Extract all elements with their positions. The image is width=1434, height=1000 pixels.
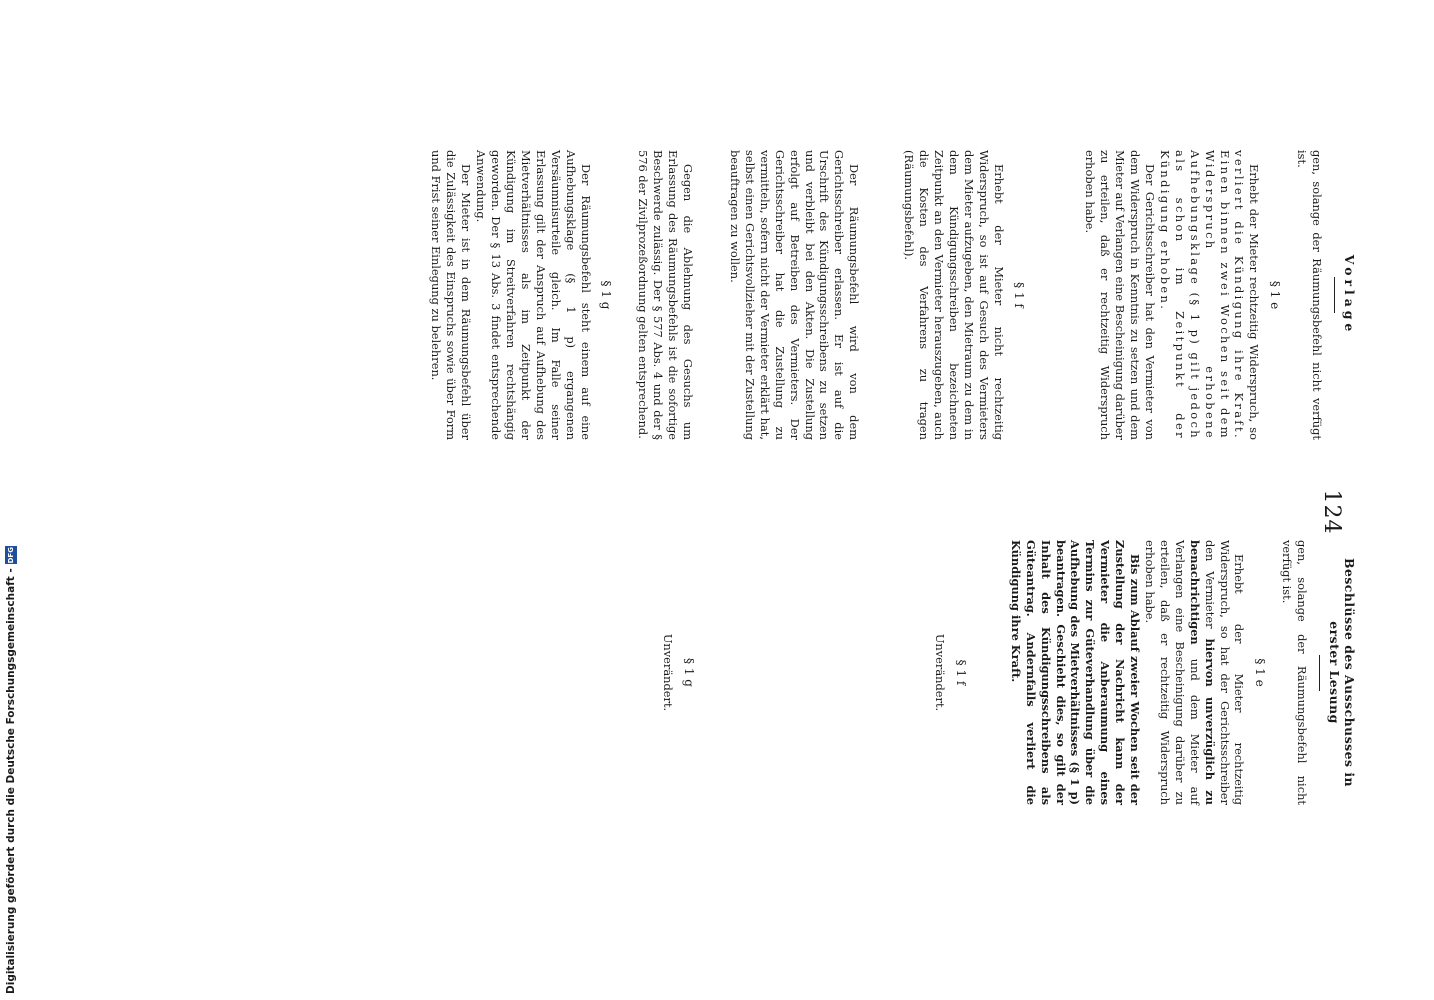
paragraph-1e-1 [1142,540,1246,805]
column-vorlage [429,150,1356,440]
paragraph-1f-3: Gegen die Ablehnung des Gesuchs um Erlassung des Räumungsbefehls ist die sofortige Beschwerde zulässig. Der § 577 Abs. 4 und der § 576 der Zivilprozeßordnung gelten entsprechend. [636,150,696,440]
column-title-vorlage: Vorlage [1342,254,1357,336]
title-rule [1319,655,1320,691]
unchanged-note-1g: Unverändert. [661,633,676,712]
intro-text: gen, solange der Räumungsbefehl nicht verfügt ist. [1280,540,1310,805]
paragraph-1e-2-amended: Bis zum Ablauf zweier Wochen seit der Zustellung der Nachricht kann der Vermieter die Anberaumung eines Termins zur Güteverhandlung über die Aufhebung des Mietverhältnisses (§ 1 p) beantragen. Geschieht dies, so gilt der Inhalt des Kündigungsschreibens als Güteantrag. Andernfalls verliert die Kündigung ihre Kraft. [1008,540,1143,805]
spacer [1039,150,1083,440]
spacer [695,150,727,440]
paragraph-1e-1-amended: hiervon unverzüglich zu benachrichtigen [1187,540,1217,805]
paragraph-1g-1: Der Räumungsbefehl steht einem auf eine Aufhebungsklage (§ 1 p) ergangenen Versäumnisurteile gleich. Im Falle seiner Erlassung gilt der Anspruch auf Aufhebung des Mietverhältnisses als im Zeitpunkt der Kündigung im Streitverfahren rechtshängig geworden. Der § 13 Abs. 3 findet entsprechende Anwendung. [474,150,593,440]
title-rule [1334,277,1335,313]
paragraph-1e-1-end: und dem Mieter auf Verlangen eine Bescheinigung darüber zu erteilen, daß er rechtzeitig Widerspruch erhoben habe. [1143,540,1202,805]
paragraph-1e-1 [1157,150,1261,440]
page-number: 124 [1319,489,1344,535]
paragraph-1e-1-spaced: verliert die Kündigung ihre Kraft. Einen binnen zwei Wochen seit dem Widerspruch erhobene Aufhebungsklage (§ 1 p) gilt jedoch als schon im Zeitpunkt der Kündigung erhoben. [1157,150,1247,440]
footer-text: Digitalisierung gefördert durch die Deutsche Forschungsgemeinschaft - [5,568,17,994]
spacer [861,150,901,440]
section-heading-1g: § 1 g [599,280,614,310]
paragraph-1g-2: Der Mieter ist in dem Räumungsbefehl über die Zulässigkeit des Einspruchs sowie über Form und Frist seiner Einlegung zu belehren. [429,150,474,440]
digitization-footer [0,0,22,1000]
unchanged-note-1f: Unverändert. [933,633,948,712]
section-heading-1g: § 1 g [682,658,697,687]
paragraph-1e-2: Der Gerichtsschreiber hat den Vermieter von dem Widerspruch in Kenntnis zu setzen und dem Mieter auf Verlangen eine Bescheinigung darüber zu erteilen, daß er rechtzeitig Widerspruch erhoben habe. [1083,150,1158,440]
section-heading-1f: § 1 f [953,659,968,686]
paragraph-1f-1: Erhebt der Mieter nicht rechtzeitig Widerspruch, so ist auf Gesuch des Vermieters dem Mieter aufzugeben, den Mietraum zu dem in dem Kündigungsschreiben bezeichneten Zeitpunkt an den Vermieter herauszugeben, auch die Kosten des Verfahrens zu tragen (Räumungsbefehl). [902,150,1006,440]
section-heading-1e: § 1 e [1268,280,1283,310]
section-heading-1e: § 1 e [1253,658,1268,687]
dfg-logo: DFG [7,547,15,564]
column-beschluesse [654,540,1356,805]
column-title-beschluesse: Beschlüsse des Ausschusses in erster Lesung [1327,557,1357,788]
paragraph-1e-1-start: Erhebt der Mieter rechtzeitig Widerspruch, so hat der Gerichtsschreiber den Vermieter [1202,540,1247,805]
intro-text: gen, solange der Räumungsbefehl nicht verfügt ist. [1295,150,1325,440]
spacer [708,540,926,805]
paragraph-1f-2: Der Räumungsbefehl wird von dem Gerichtsschreiber erlassen. Er ist auf die Urschrift des Kündigungsschreibens zu setzen und verbleibt bei den Akten. Die Zustellung erfolgt auf Betreiben des Vermieters. Der Gerichtsschreiber hat die Zustellung zu vermitteln, sofern nicht der Vermieter erklärt hat, selbst einen Gerichtsvollzieher mit der Zustellung beauftragen zu wollen. [728,150,862,440]
spacer [980,540,1008,805]
paragraph-1e-1-start: Erhebt der Mieter rechtzeitig Widerspruch, so [1247,164,1262,440]
section-heading-1f: § 1 f [1012,282,1027,308]
